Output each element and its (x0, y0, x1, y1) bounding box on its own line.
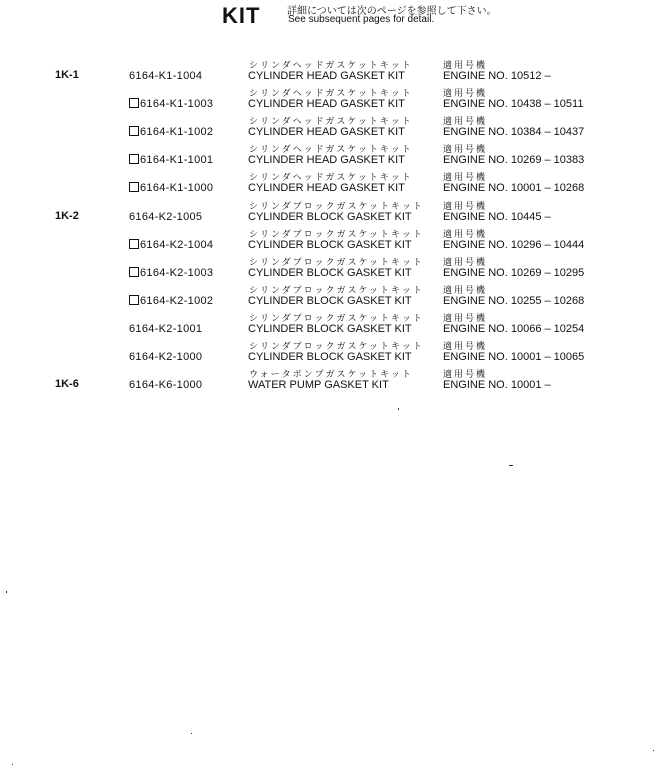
table-row (0, 227, 663, 255)
part-name-japanese: シリンダヘッドガスケットキット (249, 116, 413, 127)
part-name-japanese: シリンダヘッドガスケットキット (249, 88, 413, 99)
table-row (0, 114, 663, 142)
part-number (129, 295, 213, 307)
scan-speck (509, 465, 513, 466)
part-number (129, 239, 213, 251)
part-name-english: CYLINDER BLOCK GASKET KIT (248, 294, 412, 307)
engine-serial-range: ENGINE NO. 10255 – 10268 (443, 294, 585, 307)
part-number (129, 267, 213, 279)
checkbox-square-icon (129, 239, 139, 249)
part-name-japanese: シリンダブロックガスケットキット (249, 200, 424, 211)
part-name-japanese: シリンダブロックガスケットキット (249, 284, 424, 295)
part-name-japanese: シリンダブロックガスケットキット (249, 228, 424, 239)
part-name-english: CYLINDER HEAD GASKET KIT (248, 126, 405, 139)
table-row (0, 367, 663, 395)
engine-serial-range: ENGINE NO. 10512 – (443, 70, 551, 82)
part-name-english: CYLINDER HEAD GASKET KIT (248, 70, 405, 82)
part-number (129, 351, 202, 363)
checkbox-square-icon (129, 154, 139, 164)
checkbox-square-icon (129, 126, 139, 136)
part-number-text: 6164-K6-1000 (129, 379, 203, 392)
table-row (0, 58, 663, 86)
scan-speck (398, 408, 399, 410)
part-name-japanese: シリンダヘッドガスケットキット (249, 172, 413, 183)
engine-serial-range: ENGINE NO. 10445 – (443, 210, 551, 223)
detail-note-japanese: 詳細については次のページを参照して下さい。 (287, 6, 497, 17)
table-row (0, 339, 663, 367)
serial-label-japanese: 適用号機 (443, 88, 488, 99)
engine-serial-range: ENGINE NO. 10269 – 10383 (443, 154, 585, 167)
checkbox-square-icon (129, 98, 139, 108)
checkbox-square-icon (129, 295, 139, 305)
checkbox-square-icon (129, 267, 139, 277)
table-row (0, 199, 663, 227)
part-name-japanese: シリンダヘッドガスケットキット (249, 144, 413, 155)
part-name-japanese: シリンダブロックガスケットキット (249, 256, 424, 267)
part-number (129, 70, 202, 82)
part-number-text: 6164-K2-1001 (129, 322, 203, 335)
reference-number: 1K-2 (55, 209, 79, 222)
table-row (0, 255, 663, 283)
part-number-text: 6164-K1-1001 (140, 154, 214, 167)
engine-serial-range: ENGINE NO. 10296 – 10444 (443, 238, 585, 251)
serial-label-japanese: 適用号機 (443, 284, 488, 295)
serial-label-japanese: 適用号機 (443, 144, 488, 155)
part-number-text: 6164-K1-1002 (140, 126, 214, 139)
engine-serial-range: ENGINE NO. 10066 – 10254 (443, 322, 585, 335)
part-name-english: CYLINDER HEAD GASKET KIT (248, 182, 405, 195)
part-number (129, 182, 213, 194)
serial-label-japanese: 適用号機 (443, 228, 488, 239)
table-row (0, 170, 663, 198)
serial-label-japanese: 適用号機 (443, 256, 488, 267)
page-title: KIT (222, 3, 261, 28)
serial-label-japanese: 適用号機 (443, 172, 488, 183)
table-row (0, 311, 663, 339)
part-number-text: 6164-K1-1004 (129, 70, 203, 82)
part-name-english: WATER PUMP GASKET KIT (248, 379, 389, 392)
part-name-english: CYLINDER BLOCK GASKET KIT (248, 322, 412, 335)
scan-speck (6, 591, 7, 593)
part-name-japanese: ウォータポンプガスケットキット (249, 369, 413, 380)
table-row (0, 283, 663, 311)
serial-label-japanese: 適用号機 (443, 369, 488, 380)
part-number-text: 6164-K2-1004 (140, 238, 214, 251)
part-number (129, 126, 213, 138)
reference-number: 1K-6 (55, 378, 79, 391)
detail-note-english: See subsequent pages for detail. (288, 14, 435, 25)
serial-label-japanese: 適用号機 (443, 341, 488, 351)
table-row (0, 142, 663, 170)
part-number-text: 6164-K2-1002 (140, 294, 214, 307)
reference-number: 1K-1 (55, 69, 79, 81)
engine-serial-range: ENGINE NO. 10001 – (443, 379, 551, 392)
part-number-text: 6164-K2-1005 (129, 210, 203, 223)
part-name-english: CYLINDER BLOCK GASKET KIT (248, 210, 412, 223)
engine-serial-range: ENGINE NO. 10438 – 10511 (443, 98, 584, 111)
part-number-text: 6164-K2-1003 (140, 266, 214, 279)
table-row (0, 86, 663, 114)
part-name-japanese: シリンダブロックガスケットキット (249, 312, 424, 323)
serial-label-japanese: 適用号機 (443, 116, 488, 127)
part-name-english: CYLINDER BLOCK GASKET KIT (248, 351, 412, 363)
part-number (129, 379, 202, 391)
part-number (129, 154, 213, 166)
serial-label-japanese: 適用号機 (443, 312, 488, 323)
scan-speck (191, 733, 192, 734)
part-number-text: 6164-K1-1000 (140, 182, 214, 195)
serial-label-japanese: 適用号機 (443, 200, 488, 211)
part-number-text: 6164-K1-1003 (140, 98, 214, 111)
part-name-english: CYLINDER HEAD GASKET KIT (248, 98, 405, 111)
part-number (129, 98, 213, 110)
engine-serial-range: ENGINE NO. 10269 – 10295 (443, 266, 585, 279)
scan-speck (12, 764, 13, 765)
part-name-english: CYLINDER BLOCK GASKET KIT (248, 266, 412, 279)
part-name-japanese: シリンダブロックガスケットキット (249, 341, 424, 351)
part-name-english: CYLINDER BLOCK GASKET KIT (248, 238, 412, 251)
serial-label-japanese: 適用号機 (443, 60, 488, 70)
engine-serial-range: ENGINE NO. 10384 – 10437 (443, 126, 585, 139)
scan-speck (653, 750, 654, 751)
part-number (129, 211, 202, 223)
part-number (129, 323, 202, 335)
engine-serial-range: ENGINE NO. 10001 – 10065 (443, 351, 585, 363)
checkbox-square-icon (129, 182, 139, 192)
engine-serial-range: ENGINE NO. 10001 – 10268 (443, 182, 585, 195)
part-name-english: CYLINDER HEAD GASKET KIT (248, 154, 405, 167)
part-name-japanese: シリンダヘッドガスケットキット (249, 60, 413, 70)
part-number-text: 6164-K2-1000 (129, 351, 203, 363)
